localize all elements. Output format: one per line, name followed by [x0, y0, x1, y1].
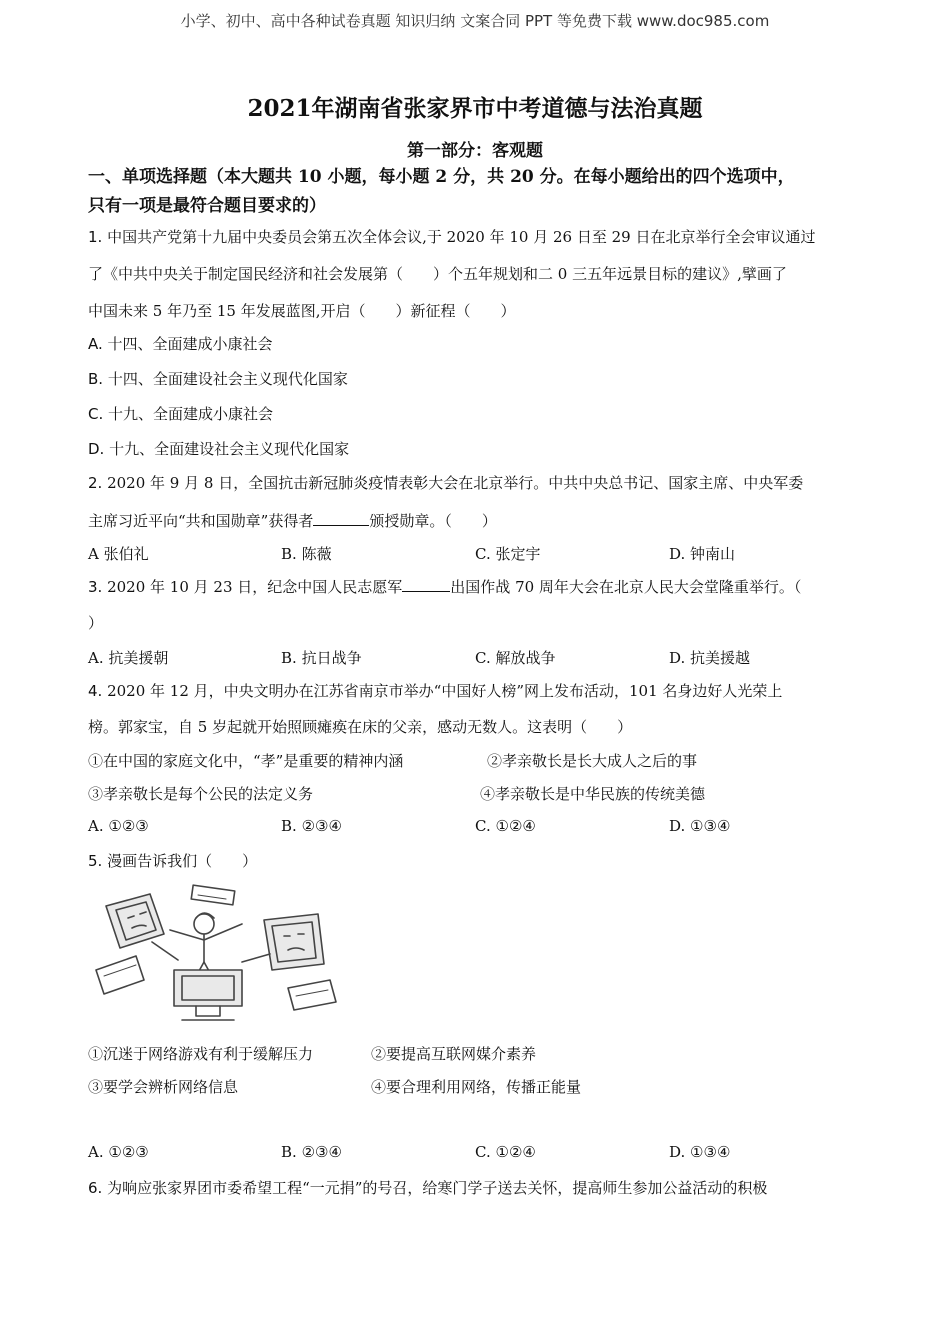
question-stem: 2020 年 9 月 8 日，全国抗击新冠肺炎疫情表彰大会在北京举行。中共中央总书记、国家主席、中央军委 [107, 474, 804, 492]
option-text: 十四、全面建成小康社会 [107, 335, 273, 353]
option-c: C. 张定宇 [475, 545, 541, 563]
question-3-line-2: ） [88, 614, 104, 632]
question-2-line-1 [88, 472, 803, 493]
option-b: B. ②③④ [281, 1143, 342, 1161]
option-letter: D. [88, 440, 105, 458]
question-stem: 为响应张家界团市委希望工程“一元捐”的号召，给寒门学子送去关怀，提高师生参加公益活动的积极 [107, 1179, 768, 1197]
statement-2: ②孝亲敬长是长大成人之后的事 [487, 752, 698, 770]
question-number: 5. [88, 852, 103, 870]
question-number: 4. [88, 682, 103, 700]
question-number: 1. [88, 228, 103, 246]
statement-4: ④孝亲敬长是中华民族的传统美德 [480, 785, 706, 803]
question-1-option-d [88, 438, 349, 459]
document-title: 2021年湖南省张家界市中考道德与法治真题 [247, 95, 703, 122]
section-heading-line-1: 一、单项选择题（本大题共 10 小题，每小题 2 分，共 20 分。在每小题给出的四个选项中， [88, 167, 795, 187]
option-letter: B. [88, 370, 104, 388]
option-a: A. ①②③ [88, 817, 149, 835]
option-d: D. ①③④ [669, 817, 731, 835]
question-stem-tail: 颁授勋章。（ ） [369, 512, 497, 530]
question-1-line-1 [88, 226, 815, 247]
statement-2: ②要提高互联网媒介素养 [371, 1045, 537, 1063]
option-text: 十九、全面建成小康社会 [108, 405, 274, 423]
option-d: D. 钟南山 [669, 545, 736, 563]
option-d: D. 抗美援越 [669, 649, 751, 667]
statement-3: ③孝亲敬长是每个公民的法定义务 [88, 785, 314, 803]
question-1-line-2: 了《中共中央关于制定国民经济和社会发展第（ ）个五年规划和二 0 三五年远景目标的建议》,擘画了 [88, 265, 787, 283]
question-4-line-2: 榜。郭家宝，自 5 岁起就开始照顾瘫痪在床的父亲，感动无数人。这表明（ ） [88, 718, 633, 736]
option-a: A. ①②③ [88, 1143, 149, 1161]
option-a: A. 抗美援朝 [88, 649, 169, 667]
option-b: B. 陈薇 [281, 545, 332, 563]
part-title: 第一部分：客观题 [407, 141, 543, 161]
question-stem-tail: 出国作战 70 周年大会在北京人民大会堂隆重举行。（ [450, 578, 802, 596]
question-5-line-1 [88, 850, 257, 871]
option-b: B. ②③④ [281, 817, 342, 835]
question-2-line-2 [88, 510, 497, 531]
section-heading [88, 163, 878, 221]
option-b: B. 抗日战争 [281, 649, 362, 667]
option-letter: A. [88, 335, 103, 353]
question-1-option-c [88, 403, 273, 424]
statement-1: ①沉迷于网络游戏有利于缓解压力 [88, 1045, 314, 1063]
question-stem: 主席习近平向“共和国勋章”获得者 [88, 512, 314, 530]
question-number: 2. [88, 474, 103, 492]
answer-blank [402, 578, 450, 592]
question-stem: 2020 年 10 月 23 日，纪念中国人民志愿军 [107, 578, 403, 596]
question-3-line-1 [88, 576, 801, 597]
option-text: 十四、全面建设社会主义现代化国家 [107, 370, 348, 388]
question-1-option-a [88, 333, 273, 354]
answer-blank [313, 512, 369, 526]
question-6-line-1 [88, 1177, 767, 1198]
statement-4: ④要合理利用网络，传播正能量 [371, 1078, 582, 1096]
option-text: 十九、全面建设社会主义现代化国家 [109, 440, 350, 458]
option-letter: C. [88, 405, 104, 423]
question-number: 3. [88, 578, 103, 596]
option-c: C. ①②④ [475, 1143, 536, 1161]
question-4-line-1 [88, 680, 782, 701]
question-stem: 中国共产党第十九届中央委员会第五次全体会议,于 2020 年 10 月 26 日至 29 日在北京举行全会审议通过 [107, 228, 816, 246]
site-banner: 小学、初中、高中各种试卷真题 知识归纳 文案合同 PPT 等免费下载 www.doc985.com [180, 12, 770, 30]
section-heading-line-2: 只有一项是最符合题目要求的） [88, 196, 326, 216]
option-a: A 张伯礼 [88, 545, 149, 563]
question-number: 6. [88, 1179, 103, 1197]
option-c: C. ①②④ [475, 817, 536, 835]
statement-3: ③要学会辨析网络信息 [88, 1078, 239, 1096]
question-1-option-b [88, 368, 348, 389]
statement-1: ①在中国的家庭文化中，“孝”是重要的精神内涵 [88, 752, 404, 770]
question-1-line-3: 中国未来 5 年乃至 15 年发展蓝图,开启（ ）新征程（ ） [88, 302, 516, 320]
question-stem: 漫画告诉我们（ ） [107, 852, 258, 870]
option-c: C. 解放战争 [475, 649, 556, 667]
cartoon-illustration [92, 884, 346, 1030]
option-d: D. ①③④ [669, 1143, 731, 1161]
question-stem: 2020 年 12 月，中央文明办在江苏省南京市举办“中国好人榜”网上发布活动，101 名身边好人光荣上 [107, 682, 783, 700]
